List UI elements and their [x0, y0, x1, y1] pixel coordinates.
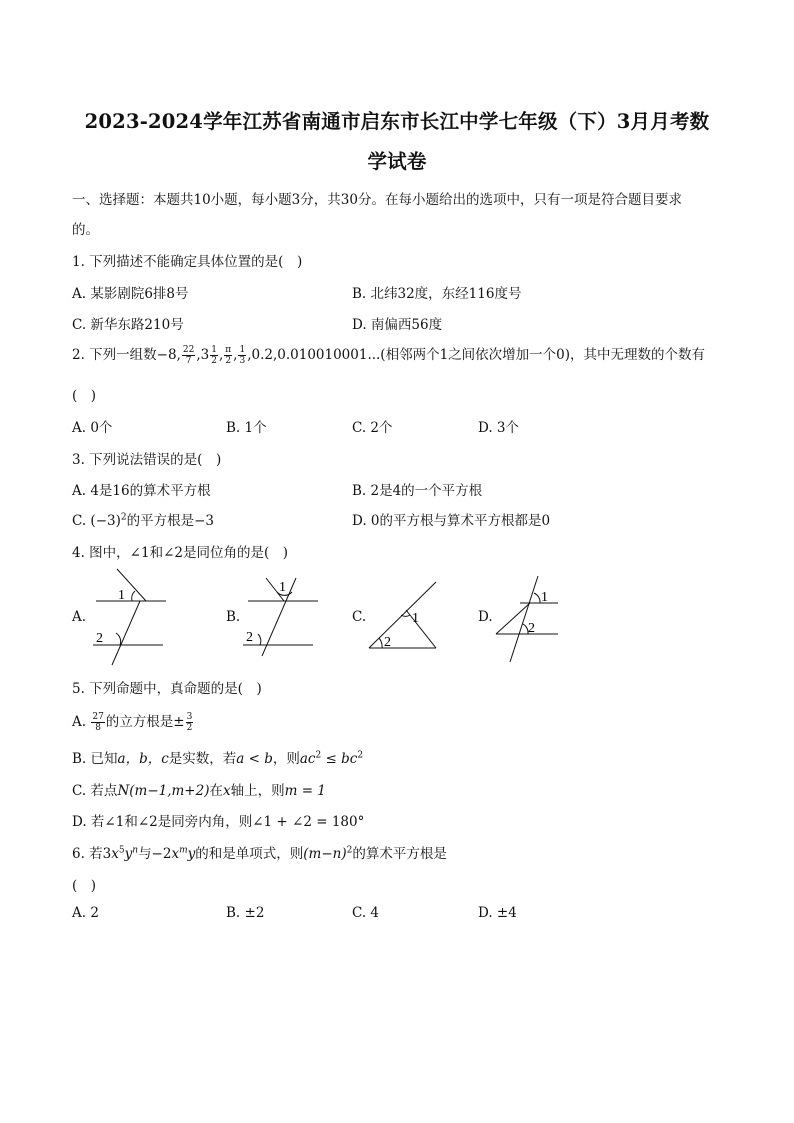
q2-paren: ( ) [72, 388, 97, 404]
fig-d-label-2: 2 [528, 621, 535, 636]
q2-frac3-den: 2 [225, 356, 232, 366]
q5-a-frac-num: 27 [92, 712, 104, 722]
q5-a-fraction-3-2 [186, 712, 194, 733]
q6-post2: 的算术平方根是 [352, 846, 447, 862]
q5-a-pre: A. [72, 714, 91, 730]
q2-frac1-den: 7 [185, 356, 192, 366]
q5-b-mid: 是实数，若 [168, 751, 237, 767]
q4-figure-d [490, 570, 562, 666]
q5-c-post: 轴上，则 [230, 783, 285, 799]
q2-option-c[interactable]: C. 2个 [352, 420, 393, 436]
q2-suffix: ,0.2,0.010010001...(相邻两个1之间依次增加一个0)，其中无理数的个数有 [247, 347, 706, 363]
q2-frac4-den: 3 [239, 356, 246, 366]
q5-option-b[interactable] [72, 747, 363, 767]
q2-fraction-pi-2 [224, 345, 232, 366]
q5-c-point: N(m−1,m+2) [117, 783, 210, 799]
q3-option-c[interactable] [72, 509, 214, 529]
q5-option-d[interactable]: D. 若∠1和∠2是同旁内角，则∠1 + ∠2 = 180° [72, 814, 365, 830]
q5-b-then: ，则 [272, 751, 300, 767]
q4-stem: 4. 图中，∠1和∠2是同位角的是( ) [72, 545, 289, 561]
q6-option-b[interactable]: B. ±2 [226, 905, 265, 921]
q2-prefix: 2. 下列一组数−8, [72, 347, 181, 363]
q6-option-d[interactable]: D. ±4 [478, 905, 517, 921]
q2-option-d[interactable]: D. 3个 [478, 420, 520, 436]
q6-stem [72, 842, 447, 862]
q5-b-ineq1: a < b [236, 751, 273, 767]
q5-c-mid: 在 [209, 783, 223, 799]
q5-a-frac-den: 8 [95, 723, 101, 733]
q6-x1: x [111, 846, 119, 862]
q3-option-b[interactable]: B. 2是4的一个平方根 [352, 483, 483, 499]
q3-c-sup: 2 [120, 512, 127, 523]
q6-y1: y [124, 846, 133, 862]
title-line-1: 2023-2024学年江苏省南通市启东市长江中学七年级（下）3月月考数 [84, 110, 710, 133]
q5-stem: 5. 下列命题中，真命题的是( ) [72, 681, 262, 697]
q6-expr: (m−n) [303, 846, 347, 862]
fig-d-transversal [510, 576, 538, 662]
q6-sup1: 5 [118, 845, 125, 856]
q2-fraction-22-7 [182, 345, 195, 366]
section-instructions-1: 一、选择题：本题共10小题，每小题3分，共30分。在每小题给出的选项中，只有一项是符合题目要求 [72, 192, 682, 208]
q5-b-ac: ac [299, 751, 316, 767]
fig-c-label-1: 1 [412, 611, 419, 626]
q5-a-frac2-den: 2 [186, 723, 193, 733]
fig-d-label-1: 1 [541, 590, 548, 605]
q5-option-a[interactable] [72, 710, 194, 733]
q5-b-sup1: 2 [315, 750, 322, 761]
q6-option-c[interactable]: C. 4 [352, 905, 380, 921]
q5-a-frac2-num: 3 [186, 712, 193, 722]
q1-option-d[interactable]: D. 南偏西56度 [352, 317, 443, 333]
q5-option-c[interactable] [72, 779, 326, 799]
q2-frac3-num: π [225, 345, 232, 355]
q2-frac2-num: 1 [211, 345, 217, 355]
q1-option-a[interactable]: A. 某影剧院6排8号 [72, 286, 189, 302]
q3-c-pre: C. (−3) [72, 513, 121, 529]
q4-option-d[interactable]: D. [478, 609, 493, 625]
fig-c-angle-arc-2 [379, 638, 382, 648]
q3-c-post: 的平方根是−3 [126, 513, 215, 529]
q2-fraction-1-2 [210, 345, 218, 366]
q6-post1: 的和是单项式，则 [195, 846, 304, 862]
q5-a-fraction-27-8 [91, 712, 104, 733]
q6-paren: ( ) [72, 878, 97, 894]
fig-b-label-2: 2 [246, 630, 253, 645]
q2-option-b[interactable]: B. 1个 [226, 420, 267, 436]
q4-figure-c [366, 580, 446, 652]
q5-b-bc: bc [341, 751, 358, 767]
q5-b-vars: a，b，c [117, 751, 169, 767]
fig-a-label-1: 1 [118, 588, 125, 603]
fig-d-angle-arc-1 [534, 593, 540, 603]
q3-option-a[interactable]: A. 4是16的算术平方根 [72, 483, 211, 499]
fig-c-side [406, 610, 436, 648]
q5-b-sup2: 2 [357, 750, 364, 761]
fig-a-label-2: 2 [96, 631, 103, 646]
q5-a-mid: 的立方根是± [105, 714, 185, 730]
q2-frac1-num: 22 [182, 345, 195, 355]
q4-figure-a [88, 565, 174, 668]
fig-a-angle-arc-2 [116, 633, 121, 645]
q6-sup2: n [132, 845, 139, 856]
q5-b-pre: B. 已知 [72, 751, 118, 767]
q3-option-d[interactable]: D. 0的平方根与算术平方根都是0 [352, 513, 551, 529]
q6-y2: y [187, 846, 196, 862]
q1-stem: 1. 下列描述不能确定具体位置的是( ) [72, 254, 303, 270]
q6-x2: x [171, 846, 180, 862]
q2-fraction-1-3 [238, 345, 246, 366]
q6-mid: 与−2 [138, 846, 172, 862]
q6-sup3: m [179, 845, 188, 856]
q2-mid1: ,3 [196, 347, 210, 363]
q2-sep2: , [233, 347, 238, 363]
q6-sup4: 2 [346, 845, 353, 856]
q1-option-c[interactable]: C. 新华东路210号 [72, 317, 184, 333]
q5-c-eq: m = 1 [284, 783, 326, 799]
q2-sep1: , [218, 347, 224, 363]
q1-option-b[interactable]: B. 北纬32度，东经116度号 [352, 286, 522, 302]
fig-b-angle-arc-2 [258, 634, 261, 645]
title-line-2: 学试卷 [367, 150, 427, 173]
section-instructions-2: 的。 [72, 222, 99, 238]
fig-c-label-2: 2 [384, 635, 391, 650]
fig-a-angle-arc-1 [132, 591, 135, 601]
fig-d-diagonal [496, 603, 530, 634]
q2-frac2-den: 2 [211, 356, 217, 366]
q5-b-le: ≤ [321, 751, 342, 767]
q5-c-pre: C. 若点 [72, 783, 118, 799]
q6-option-a[interactable]: A. 2 [72, 905, 99, 921]
q4-option-a[interactable]: A. [72, 609, 87, 625]
q4-option-c[interactable]: C. [352, 609, 367, 625]
q2-option-a[interactable]: A. 0个 [72, 420, 113, 436]
fig-b-label-1: 1 [279, 580, 286, 595]
q2-frac4-num: 1 [239, 345, 246, 355]
q3-stem: 3. 下列说法错误的是( ) [72, 452, 222, 468]
q4-figure-b [240, 570, 326, 668]
q2-stem [72, 343, 705, 366]
q5-c-axis: x [222, 783, 231, 799]
q6-pre: 6. 若3 [72, 846, 112, 862]
q4-option-b[interactable]: B. [226, 609, 241, 625]
